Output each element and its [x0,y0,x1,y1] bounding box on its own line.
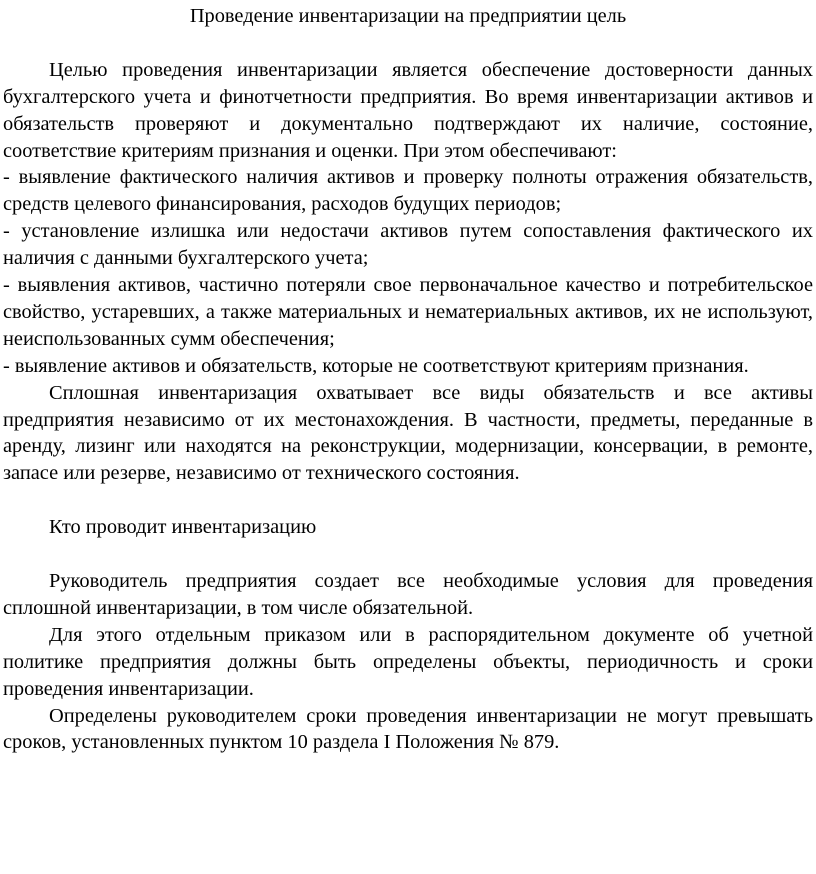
document-title: Проведение инвентаризации на предприятии цель [189,5,627,27]
spacer [3,541,813,568]
full-inventory-paragraph: Сплошная инвентаризация охватывает все виды обязательств и все активы предприятия независимо от их местонахождения. В частности, предметы, переданные в аренду, лизинг или находятся на реконструкции, модернизации, консервации, в ремонте, запасе или резерве, независимо от технического состояния. [3,381,813,485]
body-paragraph-2: Для этого отдельным приказом или в распорядительном документе об учетной политике предприятия должны быть определены объекты, периодичность и сроки проведения инвентаризации. [3,623,813,700]
spacer [3,487,813,514]
intro-paragraph: Целью проведения инвентаризации является обеспечение достоверности данных бухгалтерского учета и финотчетности предприятия. Во время инвентаризации активов и обязательств проверяют и документально подтверждают их наличие, состояние, соответствие критериям признания и оценки. При этом обеспечивают: [3,58,813,162]
body-paragraph-1: Руководитель предприятия создает все необходимые условия для проведения сплошной инвентаризации, в том числе обязательной. [3,569,813,619]
section-heading: Кто проводит инвентаризацию [49,516,317,539]
bullet-item-3: - выявления активов, частично потеряли свое первоначальное качество и потребительское свойство, устаревших, а также материальных и нематериальных активов, их не используют, неиспользованных сумм обеспечения; [3,274,813,350]
spacer [3,30,813,57]
bullet-item-1: - выявление фактического наличия активов и проверку полноты отражения обязательств, средств целевого финансирования, расходов будущих периодов; [3,166,813,216]
bullet-item-4: - выявление активов и обязательств, которые не соответствуют критериям признания. [3,354,749,377]
bullet-item-2: - установление излишка или недостачи активов путем сопоставления фактического их наличия с данными бухгалтерского учета; [3,220,813,270]
body-paragraph-3: Определены руководителем сроки проведения инвентаризации не могут превышать сроков, установленных пунктом 10 раздела I Положения № 879. [3,704,813,754]
